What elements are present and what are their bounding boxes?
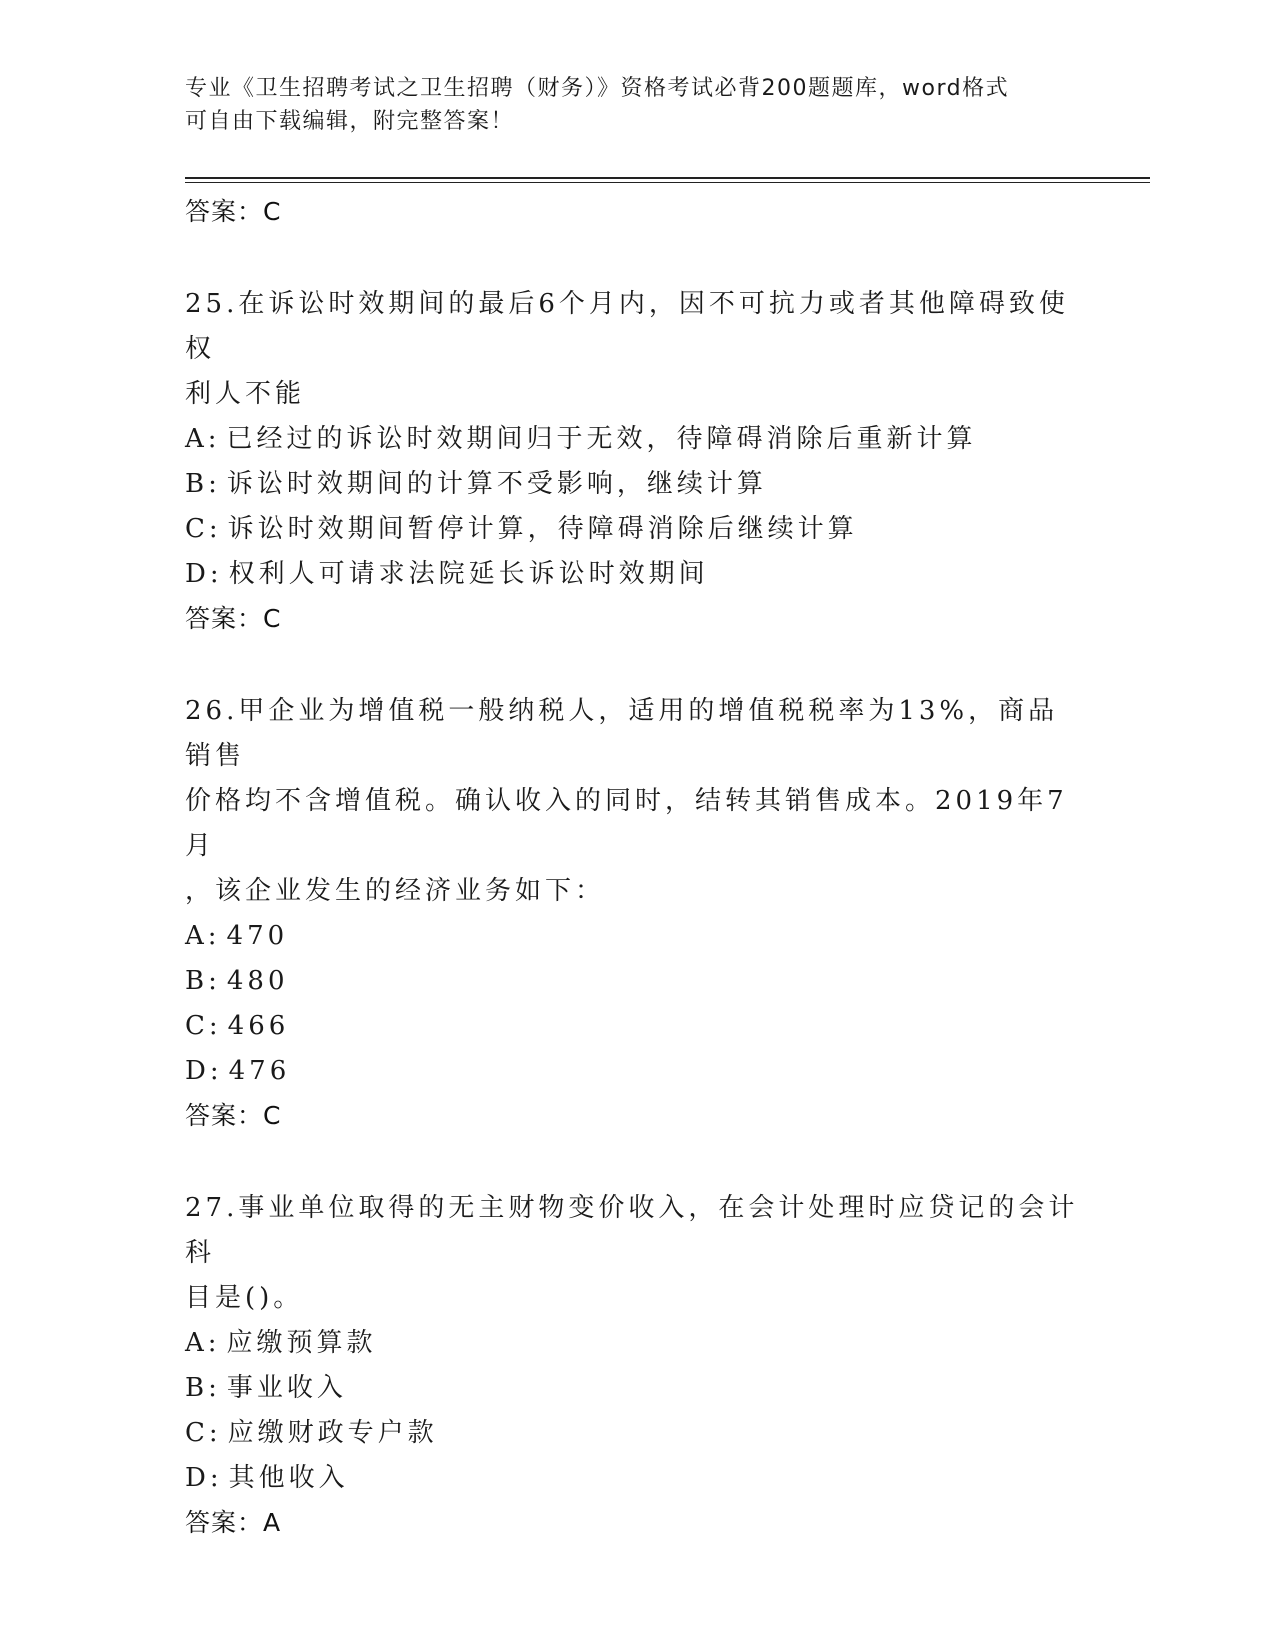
option-text: 应缴预算款 xyxy=(226,1328,377,1358)
answer: 答案：A xyxy=(185,1508,282,1537)
question-25 xyxy=(185,282,1085,641)
option-text: 470 xyxy=(226,921,289,951)
previous-question-answer: 答案：C xyxy=(185,197,282,226)
option-d xyxy=(185,1456,1085,1501)
option-text: 应缴财政专户款 xyxy=(227,1418,438,1448)
question-text xyxy=(185,1186,1085,1321)
option-text: 权利人可请求法院延长诉讼时效期间 xyxy=(228,559,709,589)
option-a xyxy=(185,1321,1085,1366)
option-key: C: xyxy=(185,1011,222,1041)
option-key: A: xyxy=(185,1328,221,1358)
option-d xyxy=(185,1049,1085,1094)
question-text-line: 利人不能 xyxy=(185,379,306,409)
question-text-line: 目是()。 xyxy=(185,1283,304,1313)
question-text-line: 25.在诉讼时效期间的最后6个月内，因不可抗力或者其他障碍致使权 xyxy=(185,289,1069,364)
answer: 答案：C xyxy=(185,604,282,633)
option-d xyxy=(185,552,1085,597)
answer: 答案：C xyxy=(185,1101,282,1130)
question-text xyxy=(185,689,1085,914)
option-c xyxy=(185,1411,1085,1456)
option-c xyxy=(185,507,1085,552)
option-key: B: xyxy=(185,1373,221,1403)
option-text: 476 xyxy=(228,1056,291,1086)
header-line-2: 可自由下载编辑，附完整答案！ xyxy=(185,109,515,134)
question-text-line: ，该企业发生的经济业务如下： xyxy=(185,876,606,906)
option-text: 诉讼时效期间暂停计算，待障碍消除后继续计算 xyxy=(227,514,858,544)
option-c xyxy=(185,1004,1085,1049)
header-line-1: 专业《卫生招聘考试之卫生招聘（财务）》资格考试必背200题题库，word格式 xyxy=(185,76,1010,101)
option-text: 466 xyxy=(227,1011,290,1041)
option-b xyxy=(185,462,1085,507)
option-b xyxy=(185,959,1085,1004)
option-a xyxy=(185,914,1085,959)
option-key: A: xyxy=(185,424,221,454)
option-key: A: xyxy=(185,921,221,951)
question-text-line: 价格均不含增值税。确认收入的同时，结转其销售成本。2019年7月 xyxy=(185,786,1068,861)
option-key: C: xyxy=(185,514,222,544)
question-text-line: 26.甲企业为增值税一般纳税人，适用的增值税税率为13%，商品销售 xyxy=(185,696,1059,771)
header-divider-thin xyxy=(185,182,1150,183)
option-text: 其他收入 xyxy=(228,1463,349,1493)
document-header xyxy=(185,72,1065,138)
question-26 xyxy=(185,689,1085,1138)
question-text xyxy=(185,282,1085,417)
header-divider-thick xyxy=(185,177,1150,179)
option-text: 480 xyxy=(226,966,289,996)
option-text: 诉讼时效期间的计算不受影响，继续计算 xyxy=(226,469,767,499)
option-key: D: xyxy=(185,1463,223,1493)
question-27 xyxy=(185,1186,1085,1545)
option-key: D: xyxy=(185,1056,223,1086)
option-key: B: xyxy=(185,469,221,499)
option-key: B: xyxy=(185,966,221,996)
question-text-line: 27.事业单位取得的无主财物变价收入，在会计处理时应贷记的会计科 xyxy=(185,1193,1079,1268)
option-key: C: xyxy=(185,1418,222,1448)
option-key: D: xyxy=(185,559,223,589)
option-text: 事业收入 xyxy=(226,1373,347,1403)
option-b xyxy=(185,1366,1085,1411)
document-body xyxy=(185,190,1085,1545)
option-a xyxy=(185,417,1085,462)
option-text: 已经过的诉讼时效期间归于无效，待障碍消除后重新计算 xyxy=(226,424,977,454)
